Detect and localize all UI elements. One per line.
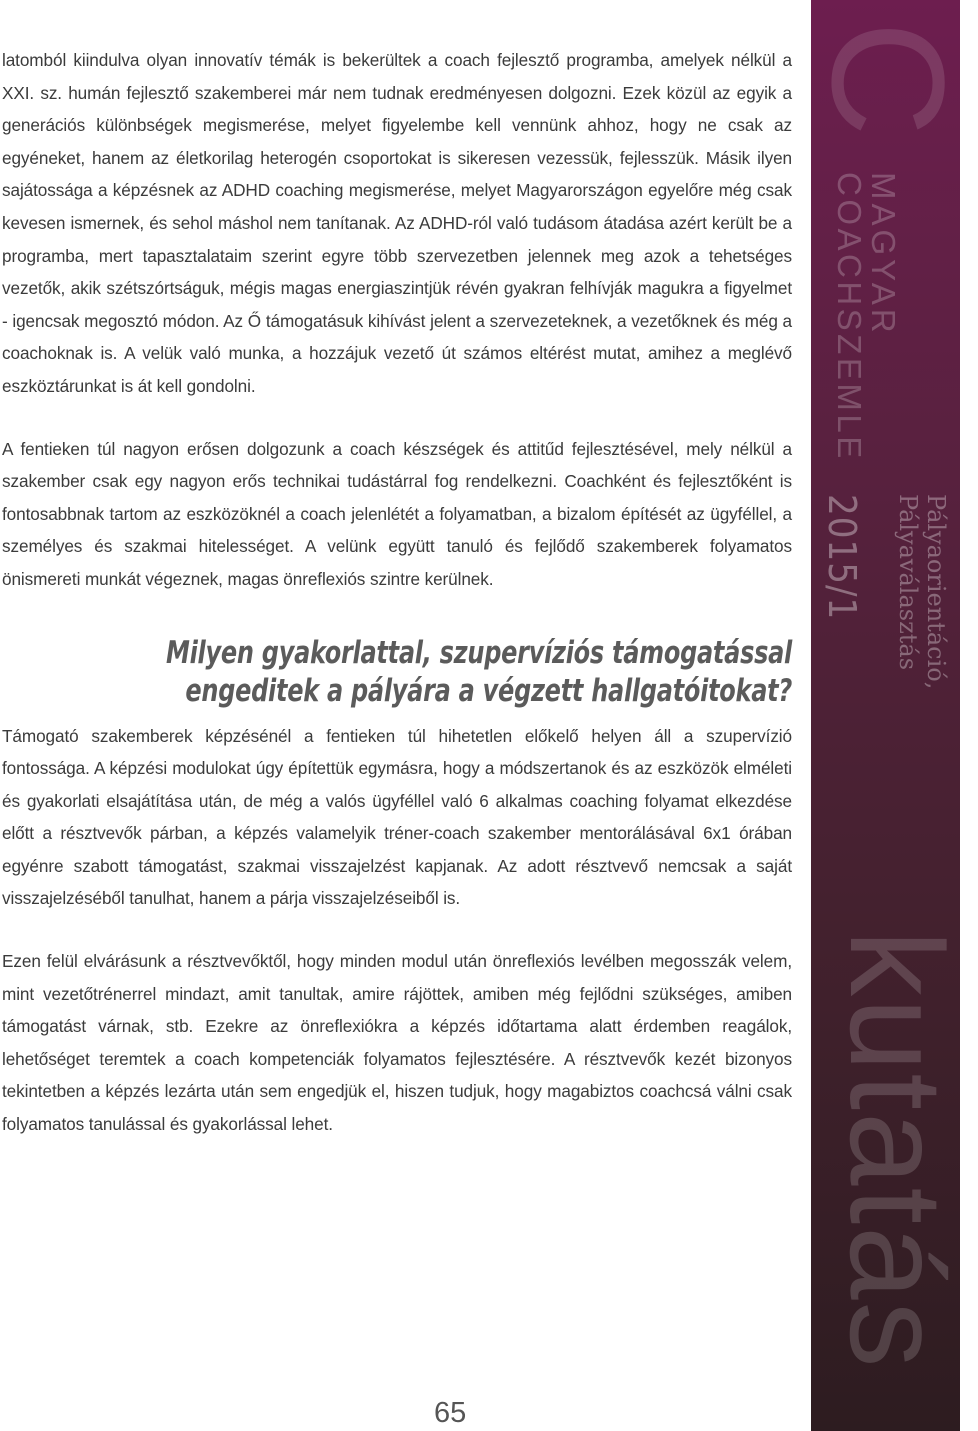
magazine-name-line2: COACHSZEMLE <box>831 172 868 462</box>
logo-letter: C <box>799 21 978 137</box>
issue-number: 2015/1 <box>820 494 864 621</box>
paragraph-2: A fentieken túl nagyon erősen dolgozunk a coach készségek és attitűd fejlesztésével, mely nélkül a szakember csak egy nagyon erős technikai tudástárral fog rendelkezni. Coachként és fejlesztőként is fontosabbnak tartom az eszközöknél a coach jelenlétét a folyamatban, a bizalom építését az ügyféllel, a személyes és szakmai hitelességet. A velünk együtt tanuló és fejlődő szakemberek folyamatos önismereti munkát végeznek, magas önreflexiós szintre kerülnek. <box>2 438 792 589</box>
topic-line1: Pályaorientáció, <box>922 494 950 690</box>
section-title: kutatás <box>823 930 970 1370</box>
paragraph-3: Támogató szakemberek képzésénél a fentieken túl hihetetlen előkelő helyen áll a szupervízió fontossága. A képzési modulokat úgy építettük egymásra, hogy a módszertanok és az eszközök elméleti és gyakorlati elsajátítása után, de még a valós ügyféllel való 6 alkalmas coaching folyamat elkezdése előtt a résztvevők párban, a képzés valamelyik tréner-coach szakember mentorálásával 6x1 órában egyénre szabott támogatást, szakmai visszajelzést kapjanak. Az adott résztvevő nemcsak a saját visszajelzéséből tanulhat, hanem a párja visszajelzéseiből is. <box>2 725 792 909</box>
magazine-name-line1: MAGYAR <box>865 172 902 337</box>
article-body <box>2 44 792 1141</box>
topic-line2: Pályaválasztás <box>894 494 922 671</box>
page-number: 65 <box>434 1397 467 1429</box>
question-heading: Milyen gyakorlattal, szupervíziós támogatással engeditek a pályára a végzett hallgatóitokat? <box>165 634 793 709</box>
paragraph-1: latomból kiindulva olyan innovatív témák is bekerültek a coach fejlesztő programba, amelyek nélkül a XXI. sz. humán fejlesztő szakemberei már nem tudnak eredményesen dolgozni. Ezek közül az egyik a generációs különbségek megismerése, melyet figyelembe kell vennünk ahhoz, hogy ne csak az egyéneket, hanem az életkorilag heterogén csoportokat is sikeresen vezessük, fejlesszük. Másik ilyen sajátossága a képzésnek az ADHD coaching megismerése, melyet Magyarországon egyelőre még csak kevesen ismernek, és sehol máshol nem tanítanak. Az ADHD-ról való tudásom átadása azért került be a programba, mert tapasztalataim szerint egyre több szervezetben jelennek meg azok a tehetséges vezetők, akik szétszórtságuk, mégis magas energiaszintjük révén gyakran felhívják magukra a figyelmet - igencsak megosztó módon. Az Ő támogatásuk kihívást jelent a szervezeteknek, a vezetőknek és még a coachoknak is. A velük való munka, a hozzájuk vezető út számos eltérést mutat, amihez a meglévő eszköztárunkat is át kell gondolni. <box>2 50 792 396</box>
paragraph-4: Ezen felül elvárásunk a résztvevőktől, hogy minden modul után önreflexiós levélben megosszák velem, mint vezetőtrénerrel mindazt, amit tanultak, amire rájöttek, amiben még fejlődni szükséges, amiben támogatást várnak, stb. Ezekre az önreflexiókra a képzés időtartama alatt érdemben reagálok, lehetőséget teremtek a coach kompetenciák folyamatos fejlesztésére. A résztvevők kezét bizonyos tekintetben a képzés lezárta után sem engedjük el, hiszen tudjuk, hogy magabiztos coachcsá válni csak folyamatos tanulással és gyakorlással lehet. <box>2 951 792 1135</box>
